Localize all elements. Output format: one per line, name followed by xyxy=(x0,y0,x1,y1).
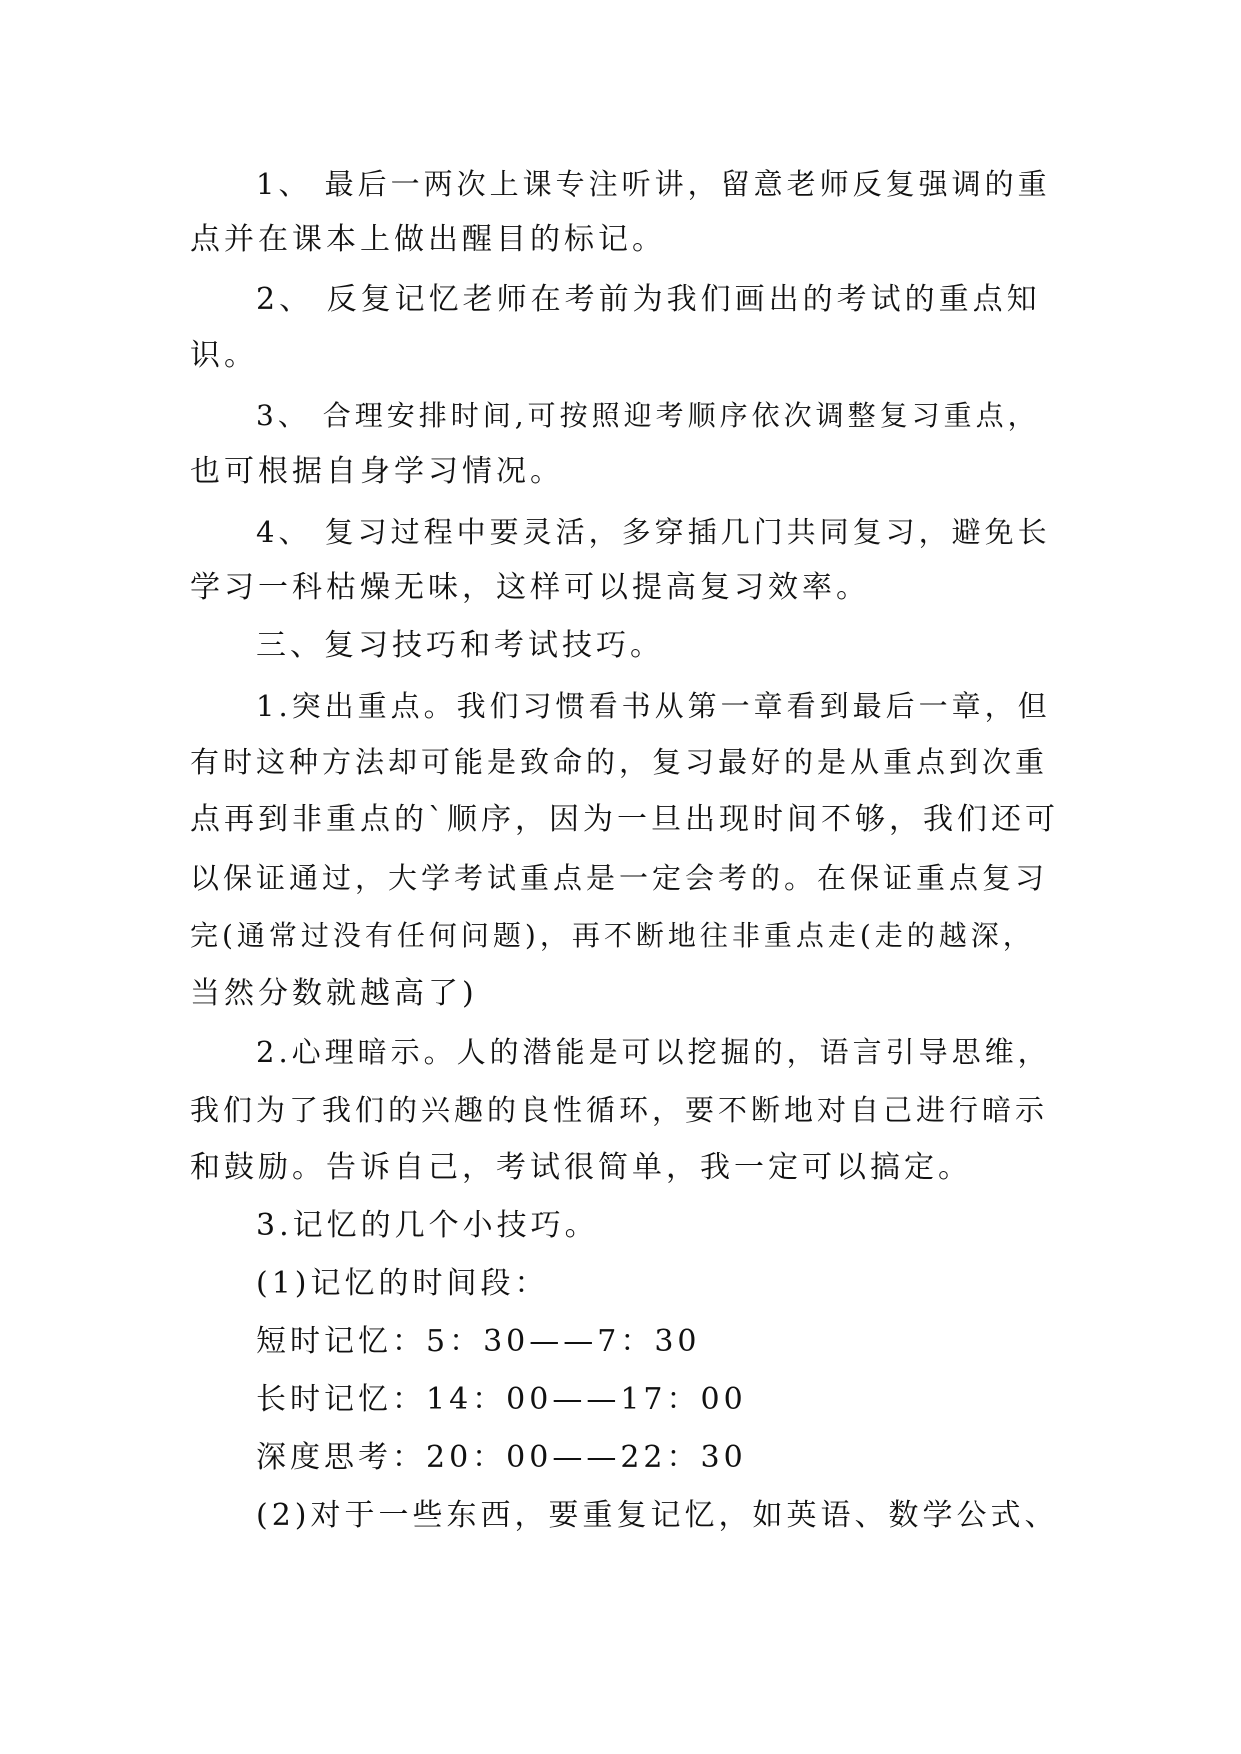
text-line: 当然分数就越高了) xyxy=(190,976,478,1011)
text-line: 1.突出重点。我们习惯看书从第一章看到最后一章，但 xyxy=(256,689,1051,723)
text-line: 1、 最后一两次上课专注听讲，留意老师反复强调的重 xyxy=(256,167,1051,201)
text-line: 也可根据自身学习情况。 xyxy=(190,454,564,489)
text-line: 长时记忆：14：00——17：00 xyxy=(256,1382,747,1417)
text-line: 2、 反复记忆老师在考前为我们画出的考试的重点知 xyxy=(256,282,1041,317)
text-line: (2)对于一些东西，要重复记忆，如英语、数学公式、 xyxy=(256,1498,1059,1533)
text-line: 三、复习技巧和考试技巧。 xyxy=(256,628,664,663)
text-line: 和鼓励。告诉自己，考试很简单，我一定可以搞定。 xyxy=(190,1150,972,1185)
text-line: 4、 复习过程中要灵活，多穿插几门共同复习，避免长 xyxy=(256,515,1051,549)
text-line: (1)记忆的时间段： xyxy=(256,1266,549,1301)
text-line: 以保证通过，大学考试重点是一定会考的。在保证重点复习 xyxy=(190,861,1049,895)
text-line: 我们为了我们的兴趣的良性循环，要不断地对自己进行暗示 xyxy=(190,1093,1049,1127)
text-line: 短时记忆：5：30——7：30 xyxy=(256,1324,701,1359)
text-line: 2.心理暗示。人的潜能是可以挖掘的，语言引导思维， xyxy=(256,1035,1051,1069)
text-line: 学习一科枯燥无味，这样可以提高复习效率。 xyxy=(190,570,870,605)
text-line: 深度思考：20：00——22：30 xyxy=(256,1440,747,1475)
text-line: 点再到非重点的`顺序，因为一旦出现时间不够，我们还可 xyxy=(190,802,1059,837)
text-line: 3、 合理安排时间,可按照迎考顺序依次调整复习重点， xyxy=(256,399,1040,432)
text-line: 有时这种方法却可能是致命的，复习最好的是从重点到次重 xyxy=(190,745,1049,779)
text-line: 点并在课本上做出醒目的标记。 xyxy=(190,222,666,257)
text-line: 完(通常过没有任何问题)，再不断地往非重点走(走的越深， xyxy=(190,919,1035,952)
text-line: 识。 xyxy=(190,338,258,373)
text-line: 3.记忆的几个小技巧。 xyxy=(256,1208,599,1243)
